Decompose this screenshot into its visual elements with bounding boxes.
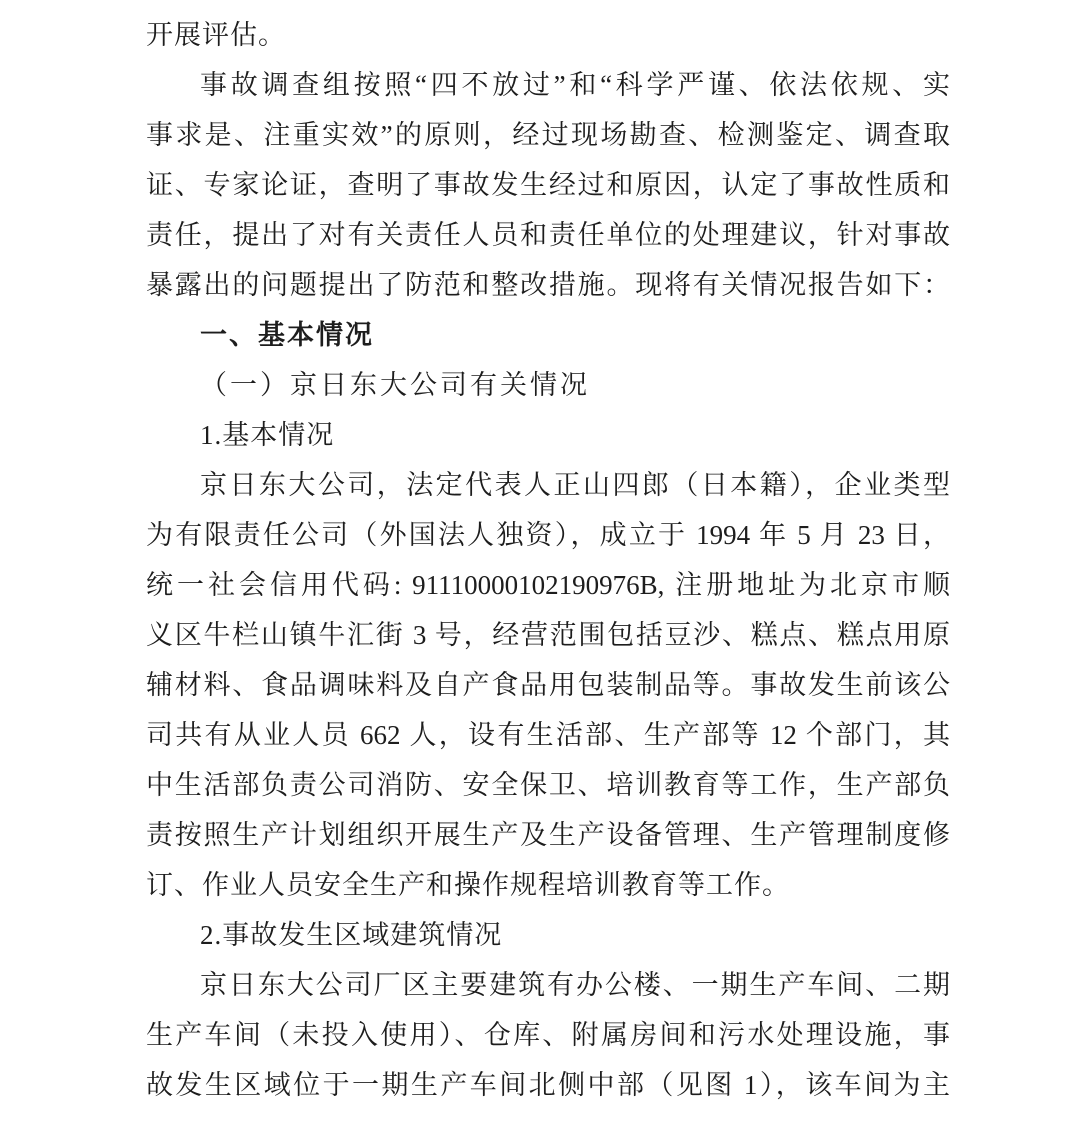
body-line: 京日东大公司厂区主要建筑有办公楼、一期生产车间、二期 (200, 970, 950, 1000)
body-line: 生产车间（未投入使用）、仓库、附属房间和污水处理设施，事 (146, 1020, 950, 1050)
body-line: 中生活部负责公司消防、安全保卫、培训教育等工作，生产部负 (146, 770, 950, 800)
body-line: 责按照生产计划组织开展生产及生产设备管理、生产管理制度修 (146, 820, 950, 850)
subsection-heading: （一）京日东大公司有关情况 (200, 370, 590, 400)
body-line: 事故调查组按照“四不放过”和“科学严谨、依法依规、实 (200, 70, 950, 100)
body-line: 司共有从业人员 662 人，设有生活部、生产部等 12 个部门，其 (146, 720, 950, 750)
body-line: 故发生区域位于一期生产车间北侧中部（见图 1），该车间为主 (146, 1070, 950, 1100)
body-line: 订、作业人员安全生产和操作规程培训教育等工作。 (146, 870, 790, 900)
numbered-heading: 1.基本情况 (200, 420, 335, 450)
section-heading: 一、基本情况 (200, 320, 374, 350)
body-line: 义区牛栏山镇牛汇街 3 号，经营范围包括豆沙、糕点、糕点用原 (146, 620, 950, 650)
body-line: 开展评估。 (146, 20, 286, 50)
body-line: 暴露出的问题提出了防范和整改措施。现将有关情况报告如下： (146, 270, 950, 300)
body-line: 统一社会信用代码: 91110000102190976B, 注册地址为北京市顺 (146, 570, 950, 600)
numbered-heading: 2.事故发生区域建筑情况 (200, 920, 503, 950)
body-line: 京日东大公司，法定代表人正山四郎（日本籍），企业类型 (200, 470, 950, 500)
body-line: 为有限责任公司（外国法人独资），成立于 1994 年 5 月 23 日， (146, 520, 950, 550)
body-line: 事求是、注重实效”的原则，经过现场勘查、检测鉴定、调查取 (146, 120, 950, 150)
body-line: 证、专家论证，查明了事故发生经过和原因，认定了事故性质和 (146, 170, 950, 200)
body-line: 责任，提出了对有关责任人员和责任单位的处理建议，针对事故 (146, 220, 950, 250)
body-line: 辅材料、食品调味料及自产食品用包装制品等。事故发生前该公 (146, 670, 950, 700)
